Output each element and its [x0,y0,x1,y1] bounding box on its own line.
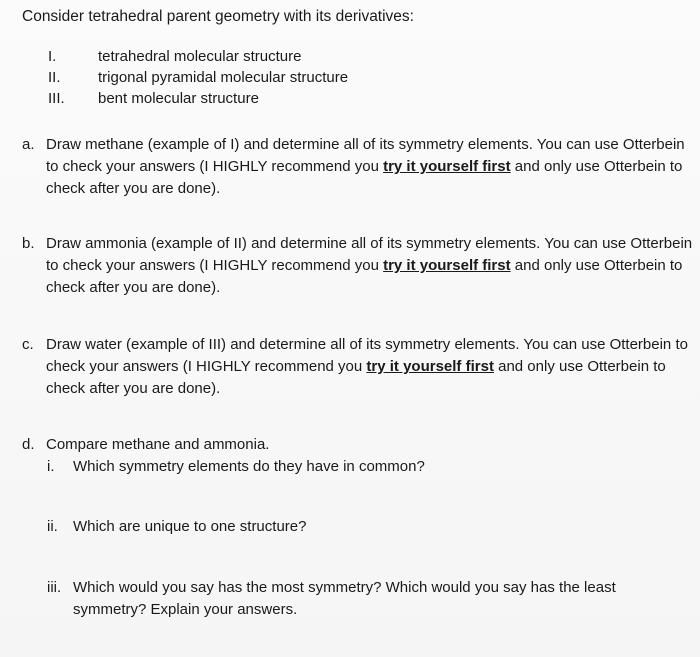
subquestion-text: Which symmetry elements do they have in common? [73,458,425,475]
question-text-end: and only use Otterbein to check after you are done). [46,358,666,397]
geometry-label: trigonal pyramidal molecular structure [98,69,349,86]
question-text [46,233,694,299]
question-text-start: Draw water (example of III) and determine all of its symmetry elements. You can use Otterbein to check your answers (I HIGHLY recommend you [46,336,688,375]
question-text [46,134,694,200]
question-text-start: Draw methane (example of I) and determine all of its symmetry elements. You can use Otterbein to check your answers (I HIGHLY recommend you [46,136,685,175]
geometry-label: bent molecular structure [98,90,259,107]
intro-text: Consider tetrahedral parent geometry with its derivatives: [22,8,414,25]
geometry-list [48,46,348,109]
geometry-item [48,67,348,88]
question-letter: c. [22,336,34,353]
question-text-end: and only use Otterbein to check after you are done). [46,257,683,296]
geometry-item [48,88,348,109]
subquestion-number: iii. [47,579,62,596]
question-text-end: and only use Otterbein to check after you are done). [46,158,683,197]
emphasis-text: try it yourself first [366,358,494,375]
question-text [46,334,694,400]
subquestion-number: i. [47,458,55,475]
geometry-number: I. [48,48,57,65]
question-letter: d. [22,436,35,453]
geometry-item [48,46,348,67]
emphasis-text: try it yourself first [383,158,511,175]
question-text-start: Draw ammonia (example of II) and determine all of its symmetry elements. You can use Otterbein to check your answers (I HIGHLY recommend you [46,235,693,274]
geometry-number: III. [48,90,65,107]
emphasis-text: try it yourself first [383,257,511,274]
subquestion-number: ii. [47,518,58,535]
question-letter: a. [22,136,35,153]
subquestion-text: Which are unique to one structure? [73,518,307,535]
geometry-label: tetrahedral molecular structure [98,48,302,65]
question-letter: b. [22,235,35,252]
question-text: Compare methane and ammonia. [46,436,270,453]
subquestion-text: Which would you say has the most symmetry? Which would you say has the least symmetry? Explain your answers. [73,579,616,618]
geometry-number: II. [48,69,61,86]
